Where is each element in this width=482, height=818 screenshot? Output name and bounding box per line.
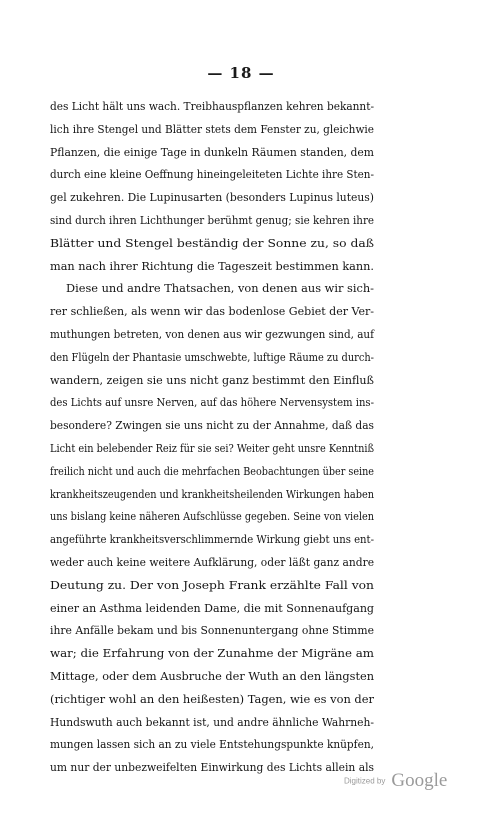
text-line-content: besondere? Zwingen sie uns nicht zu der Annahme, daß das: [50, 419, 374, 433]
text-line: [50, 256, 374, 279]
text-line-content: des Lichts auf unsre Nerven, auf das höhere Nervensystem ins-: [50, 396, 374, 410]
text-line-content: rer schließen, als wenn wir das bodenlose Gebiet der Ver-: [50, 305, 375, 319]
text-line: [50, 689, 374, 712]
text-line: [50, 552, 374, 575]
text-line: [50, 506, 374, 529]
text-line: [50, 712, 374, 735]
text-line: [50, 187, 374, 210]
body-text: [50, 96, 374, 780]
text-line: [50, 142, 374, 165]
text-line: [50, 233, 374, 256]
text-line: [50, 347, 374, 370]
text-line-content: Hundswuth auch bekannt ist, und andre ähnliche Wahrneh-: [50, 715, 374, 729]
text-line-content: den Flügeln der Phantasie umschwebte, luftige Räume zu durch-: [50, 350, 374, 364]
text-line-content: um nur der unbezweifelten Einwirkung des Lichts allein als: [50, 761, 374, 775]
text-line-content: ihre Anfälle bekam und bis Sonnenuntergang ohne Stimme: [50, 624, 374, 638]
text-line-content: einer an Asthma leidenden Dame, die mit Sonnenaufgang: [50, 601, 375, 615]
text-line-content: durch eine kleine Oeffnung hineingeleiteten Lichte ihre Sten-: [50, 168, 375, 182]
text-line: [50, 757, 374, 780]
text-line-content: man nach ihrer Richtung die Tageszeit bestimmen kann.: [50, 259, 375, 273]
text-line: [50, 484, 374, 507]
text-line: [50, 324, 374, 347]
text-line: [50, 643, 374, 666]
text-line-content: Pflanzen, die einige Tage in dunkeln Räumen standen, dem: [50, 145, 374, 159]
text-line-content: (richtiger wohl an den heißesten) Tagen, wie es von der: [50, 692, 374, 706]
text-line: [50, 666, 374, 689]
text-line: [50, 164, 374, 187]
text-line-content: des Licht hält uns wach. Treibhauspflanzen kehren bekannt-: [50, 100, 375, 113]
page-number: — 18 —: [207, 64, 275, 82]
text-line: [50, 575, 374, 598]
digitized-label: Digitized by: [344, 776, 386, 786]
text-line: [50, 438, 374, 461]
digitized-by-google-watermark: [344, 770, 447, 792]
text-line-content: weder auch keine weitere Aufklärung, oder läßt ganz andre: [50, 555, 375, 569]
text-line: [50, 301, 374, 324]
text-line-content: Deutung zu. Der von Joseph Frank erzählte Fall von: [50, 578, 374, 592]
text-line-content: sind durch ihren Lichthunger berühmt genug; sie kehren ihre: [50, 213, 374, 227]
text-line-content: gel zukehren. Die Lupinusarten (besonders Lupinus luteus): [50, 191, 375, 205]
text-line: [50, 734, 374, 757]
text-line-content: freilich nicht und auch die mehrfachen Beobachtungen über seine: [50, 464, 374, 478]
text-line-content: Licht ein belebender Reiz für sie sei? Weiter geht unsre Kenntniß: [50, 441, 375, 455]
text-line: [50, 529, 374, 552]
text-line: [50, 415, 374, 438]
text-line-content: Diese und andre Thatsachen, von denen aus wir sich-: [66, 282, 375, 296]
text-line: [50, 370, 374, 393]
text-line-content: lich ihre Stengel und Blätter stets dem Fenster zu, gleichwie: [50, 122, 375, 136]
text-line: [50, 461, 374, 484]
text-line: [50, 210, 374, 233]
google-logo: Google: [391, 770, 448, 791]
text-line-content: mungen lassen sich an zu viele Entstehungspunkte knüpfen,: [50, 738, 374, 752]
text-line-content: Mittage, oder dem Ausbruche der Wuth an den längsten: [50, 669, 375, 683]
text-line: [50, 598, 374, 621]
text-line-content: war; die Erfahrung von der Zunahme der Migräne am: [50, 647, 374, 661]
text-line-content: muthungen betreten, von denen aus wir gezwungen sind, auf: [50, 327, 374, 341]
text-line: [50, 392, 374, 415]
text-line-content: uns bislang keine näheren Aufschlüsse gegeben. Seine von vielen: [50, 510, 375, 524]
text-line-content: Blätter und Stengel beständig der Sonne zu, so daß: [50, 236, 375, 250]
text-line: [50, 620, 374, 643]
text-line-content: krankheitszeugenden und krankheitsheilenden Wirkungen haben: [50, 487, 375, 501]
text-line: [50, 119, 374, 142]
text-line: [50, 278, 374, 301]
text-line-content: wandern, zeigen sie uns nicht ganz bestimmt den Einfluß: [50, 373, 374, 387]
text-line-content: angeführte krankheitsverschlimmernde Wirkung giebt uns ent-: [50, 533, 375, 547]
text-line: [50, 96, 374, 119]
